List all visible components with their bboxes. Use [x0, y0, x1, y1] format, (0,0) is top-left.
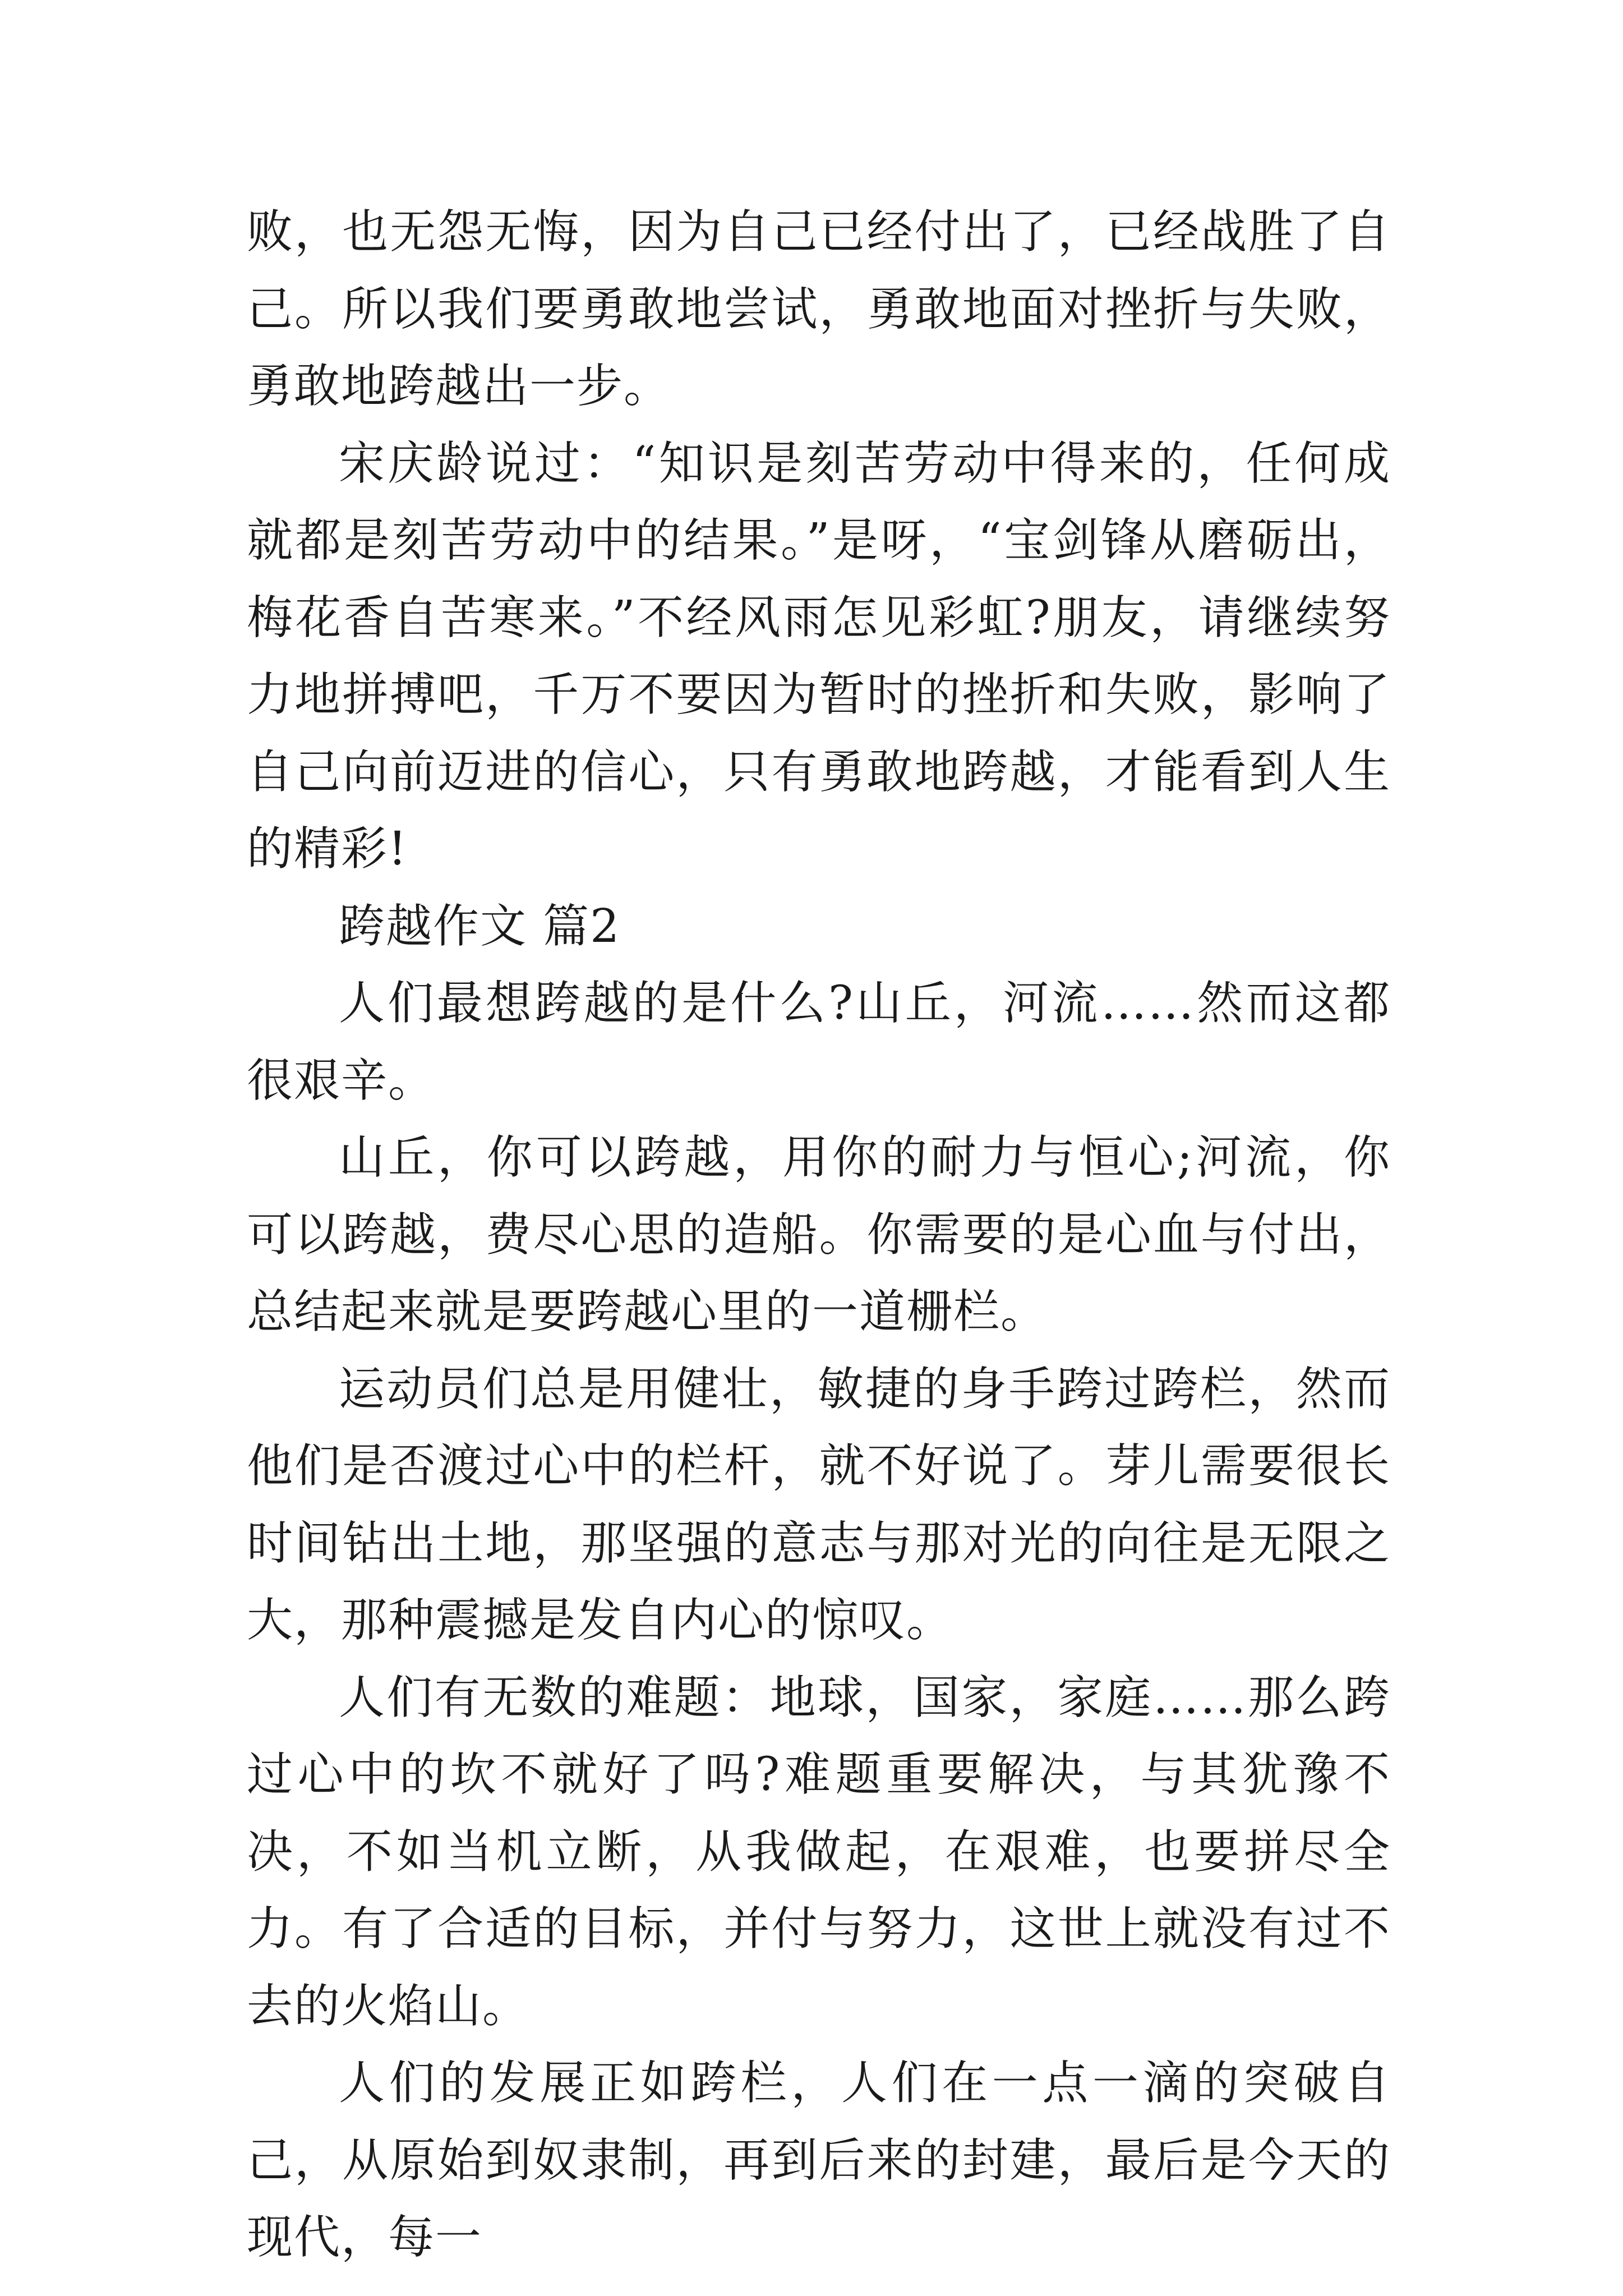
paragraph-quote-song-qingling: 宋庆龄说过：“知识是刻苦劳动中得来的，任何成就都是刻苦劳动中的结果。”是呀，“宝剑锋从磨砺出，梅花香自苦寒来。”不经风雨怎见彩虹?朋友，请继续努力地拼搏吧，千万不要因为暂时的挫折和失败，影响了自己向前迈进的信心，只有勇敢地跨越，才能看到人生的精彩! [247, 436, 1391, 876]
paragraph: 人们有无数的难题：地球，国家，家庭……那么跨过心中的坎不就好了吗?难题重要解决，与其犹豫不决，不如当机立断，从我做起，在艰难，也要拼尽全力。有了合适的目标，并付与努力，这世上就没有过不去的火焰山。 [247, 1671, 1391, 2033]
paragraph: 运动员们总是用健壮，敏捷的身手跨过跨栏，然而他们是否渡过心中的栏杆，就不好说了。芽儿需要很长时间钻出土地，那坚强的意志与那对光的向往是无限之大，那种震撼是发自内心的惊叹。 [247, 1362, 1391, 1647]
document-body [247, 194, 1391, 2276]
paragraph: 山丘，你可以跨越，用你的耐力与恒心;河流，你可以跨越，费尽心思的造船。你需要的是心血与付出，总结起来就是要跨越心里的一道栅栏。 [247, 1131, 1391, 1338]
section-heading: 跨越作文 篇2 [339, 899, 621, 953]
paragraph-continued: 败，也无怨无悔，因为自己已经付出了，已经战胜了自己。所以我们要勇敢地尝试，勇敢地面对挫折与失败，勇敢地跨越出一步。 [247, 205, 1391, 413]
paragraph: 人们最想跨越的是什么?山丘，河流……然而这都很艰辛。 [247, 977, 1391, 1107]
paragraph: 人们的发展正如跨栏，人们在一点一滴的突破自己，从原始到奴隶制，再到后来的封建，最后是今天的现代，每一 [247, 2056, 1391, 2264]
